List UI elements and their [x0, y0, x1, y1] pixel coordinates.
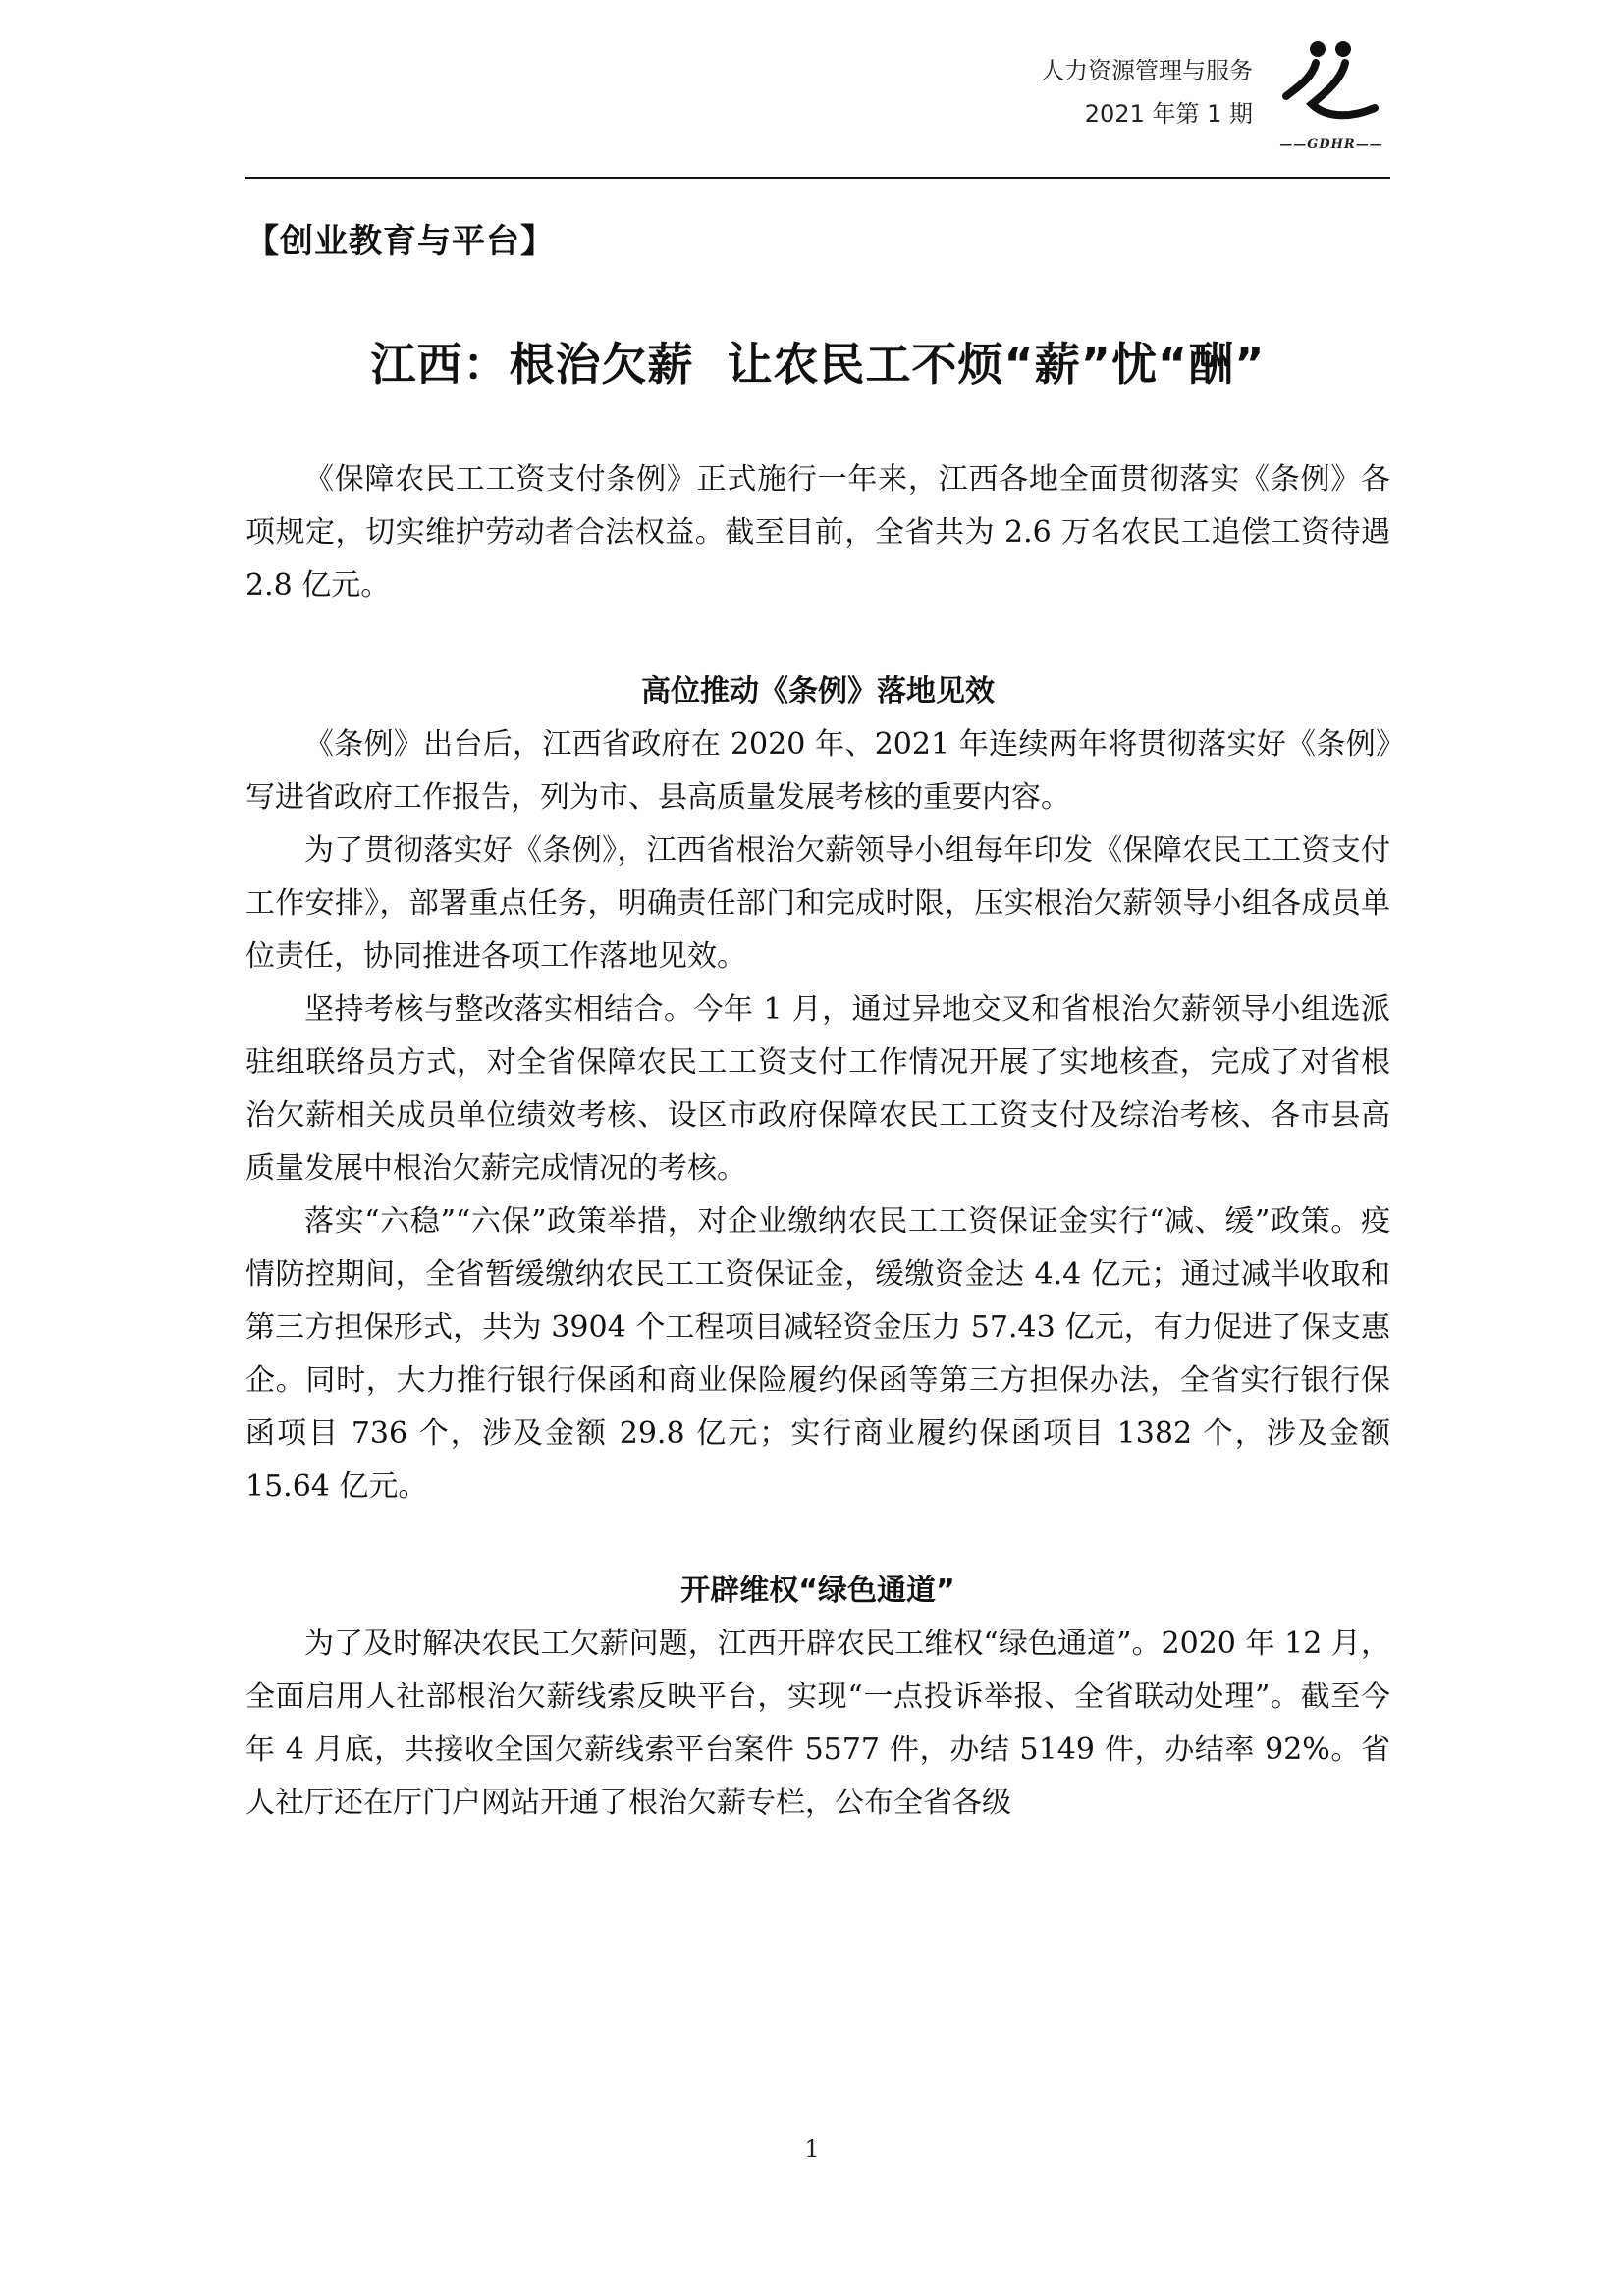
page-number: 1 [804, 2135, 820, 2163]
logo-wordmark: ——GDHR—— [1279, 137, 1383, 152]
section-heading-1: 高位推动《条例》落地见效 [641, 674, 995, 709]
paragraph: 为了及时解决农民工欠薪问题，江西开辟农民工维权“绿色通道”。2020 年 12 月，全面启用人社部根治欠薪线索反映平台，实现“一点投诉举报、全省联动处理”。截至今年 4 月底，共接收全国欠薪线索平台案件 5577 件，办结 5149 件，办结率 92%。省人社厅还在厅门户网站开通了根治欠薪专栏，公布全省各级 [245, 1627, 1390, 1820]
section-heading-2: 开辟维权“绿色通道” [680, 1574, 955, 1608]
page-header [245, 39, 1390, 179]
section-tag: 【创业教育与平台】 [245, 222, 555, 261]
paragraph: 为了贯彻落实好《条例》，江西省根治欠薪领导小组每年印发《保障农民工工资支付工作安排》，部署重点任务，明确责任部门和完成时限，压实根治欠薪领导小组各成员单位责任，协同推进各项工作落地见效。 [245, 833, 1390, 974]
intro-paragraph: 《保障农民工工资支付条例》正式施行一年来，江西各地全面贯彻落实《条例》各项规定，切实维护劳动者合法权益。截至目前，全省共为 2.6 万名农民工追偿工资待遇 2.8 亿元。 [245, 462, 1390, 603]
paragraph: 《条例》出台后，江西省政府在 2020 年、2021 年连续两年将贯彻落实好《条例》写进省政府工作报告，列为市、县高质量发展考核的重要内容。 [245, 727, 1390, 815]
journal-name: 人力资源管理与服务 [1041, 57, 1253, 84]
article-title: 江西：根治欠薪 让农民工不烦“薪”忧“酬” [370, 338, 1266, 391]
paragraph: 落实“六稳”“六保”政策举措，对企业缴纳农民工工资保证金实行“减、缓”政策。疫情防控期间，全省暂缓缴纳农民工工资保证金，缓缴资金达 4.4 亿元；通过减半收取和第三方担保形式，共为 3904 个工程项目减轻资金压力 57.43 亿元，有力促进了保支惠企。同时，大力推行银行保函和商业保险履约保函等第三方担保办法，全省实行银行保函项目 736 个，涉及金额 29.8 亿元；实行商业履约保函项目 1382 个，涉及金额 15.64 亿元。 [245, 1204, 1390, 1504]
article-body [245, 454, 1390, 1830]
paragraph: 坚持考核与整改落实相结合。今年 1 月，通过异地交叉和省根治欠薪领导小组选派驻组联络员方式，对全省保障农民工工资支付工作情况开展了实地核查，完成了对省根治欠薪相关成员单位绩效考核、设区市政府保障农民工工资支付及综治考核、各市县高质量发展中根治欠薪完成情况的考核。 [245, 992, 1390, 1186]
gdhr-logo-icon [1272, 39, 1390, 128]
issue-number: 2021 年第 1 期 [1084, 100, 1253, 128]
header-text [1041, 49, 1253, 135]
